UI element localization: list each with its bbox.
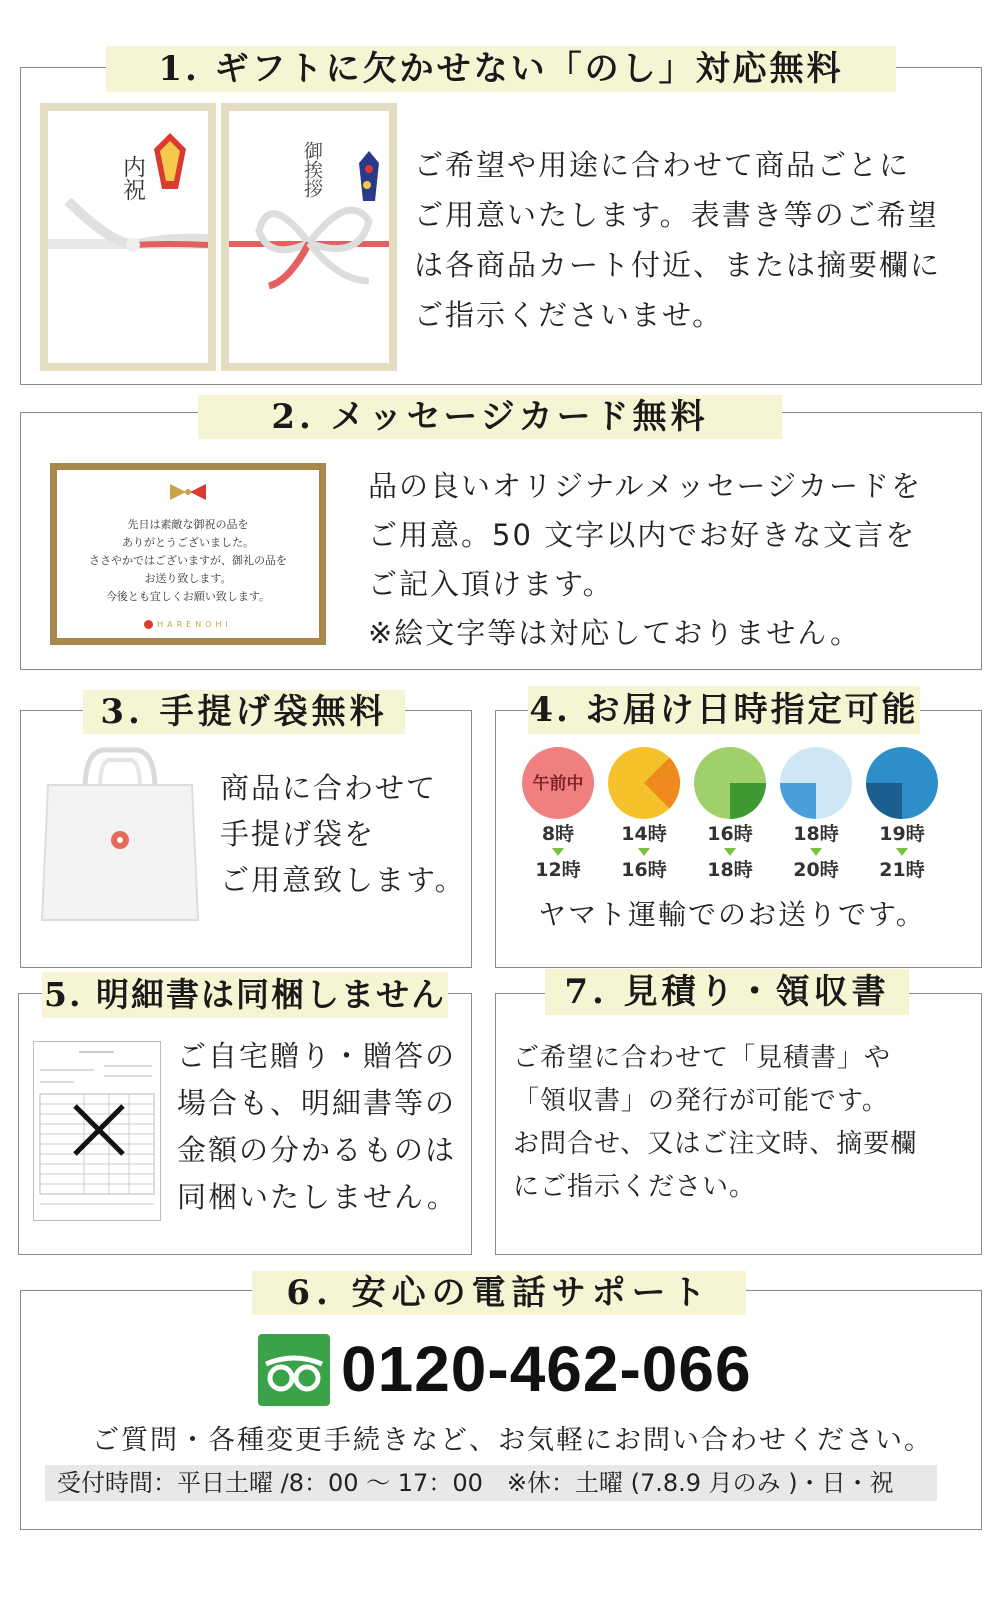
delivery-slot-2: [604, 746, 684, 820]
noshi-description: ご希望や用途に合わせて商品ごとに ご用意いたします。表書き等のご希望 は各商品カート付近、または摘要欄に ご指示くださいませ。: [414, 148, 942, 332]
estimate-description: ご希望に合わせて「見積書」や 「領収書」の発行が可能です。 お問合せ、又はご注文時、摘要欄 にご指示ください。: [513, 1043, 918, 1202]
clock-icon: [865, 746, 939, 820]
slot-label-1: 8時 12時: [535, 823, 581, 881]
bag-title: 3. 手提げ袋無料: [83, 690, 405, 734]
clock-icon: [693, 746, 767, 820]
clock-icon: [779, 746, 853, 820]
card-brand: HARENOHI: [57, 620, 319, 629]
bag-description: 商品に合わせて 手提げ袋を ご用意致します。: [220, 771, 466, 897]
free-dial-icon: [258, 1334, 330, 1406]
noshi-ribbon-icon: [48, 111, 208, 363]
svg-text:午前中: 午前中: [532, 774, 584, 794]
noshi-title: 1. ギフトに欠かせない「のし」対応無料: [106, 46, 896, 92]
clock-icon: [521, 746, 595, 820]
brand-logo-icon: [144, 620, 153, 629]
delivery-title: 4. お届け日時指定可能: [528, 686, 920, 734]
delivery-slot-4: [776, 746, 856, 820]
card-line: 先日は素敵な御祝の品を: [127, 518, 249, 531]
card-line: ささやかではございますが、御礼の品を: [89, 554, 287, 567]
support-title: 6. 安心の電話サポート: [252, 1271, 746, 1315]
slot-label-5: 19時 21時: [879, 823, 925, 881]
delivery-slot-1: [518, 746, 598, 820]
card-line: 今後とも宜しくお願い致します。: [105, 590, 271, 603]
noshi-card-text: 内祝: [119, 155, 145, 201]
phone-number[interactable]: 0120-462-066: [341, 1333, 752, 1405]
card-line: お送り致します。: [144, 572, 232, 585]
slot-label-4: 18時 20時: [793, 823, 839, 881]
invoice-description: ご自宅贈り・贈答の 場合も、明細書等の 金額の分かるものは 同梱いたしません。: [177, 1039, 458, 1214]
delivery-slot-5: [862, 746, 942, 820]
invoice-document-image: [33, 1041, 161, 1221]
slot-label-3: 16時 18時: [707, 823, 753, 881]
message-description: 品の良いオリジナルメッセージカードを ご用意。50 文字以内でお好きな文言を ご記入頂けます。 ※絵文字等は対応しておりません。: [368, 469, 922, 650]
delivery-note: ヤマト運輸でのお送りです。: [538, 898, 926, 931]
cross-icon: [69, 1100, 129, 1160]
card-line: ありがとうございました。: [122, 536, 254, 549]
noshi-card-text: 御挨拶: [301, 141, 323, 198]
noshi-card-goaisatsu: [221, 103, 397, 371]
support-hours: 受付時間：平日土曜 /8：00 ～ 17：00 ※休：土曜 (7.8.9 月のみ )・日・祝: [45, 1465, 937, 1501]
support-text: ご質問・各種変更手続きなど、お気軽にお問い合わせください。: [92, 1425, 933, 1456]
shopping-bag-icon: [40, 745, 200, 925]
clock-icon: [607, 746, 681, 820]
ribbon-bow-icon: [168, 482, 208, 502]
message-title: 2. メッセージカード無料: [198, 395, 782, 439]
slot-label-2: 14時 16時: [621, 823, 667, 881]
message-card-image: [50, 463, 326, 645]
delivery-slot-3: [690, 746, 770, 820]
noshi-card-uchiiwai: [40, 103, 216, 371]
estimate-title: 7. 見積り・領収書: [545, 969, 909, 1015]
noshi-bow-icon: [229, 111, 389, 363]
invoice-title: 5. 明細書は同梱しません: [42, 972, 448, 1018]
